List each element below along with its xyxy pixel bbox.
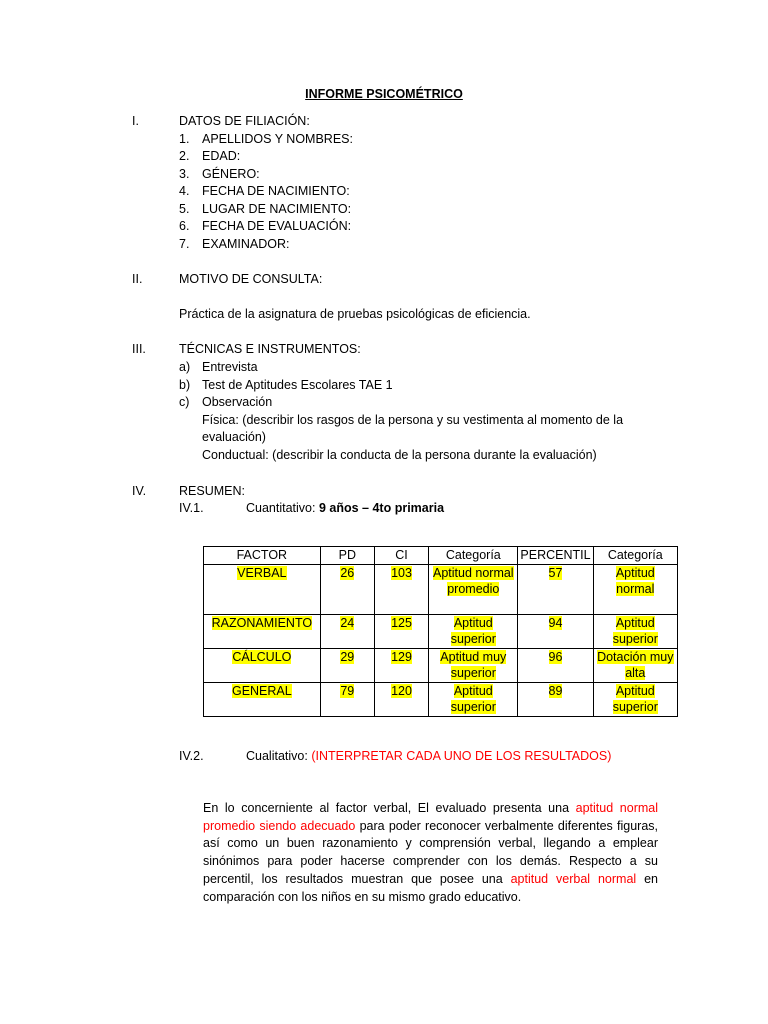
quantitative-value: 9 años – 4to primaria <box>318 501 445 515</box>
ci-cell: 120 <box>391 683 412 698</box>
percentile-category-cell: Aptitud superior <box>612 615 658 646</box>
list-item: FECHA DE EVALUACIÓN: <box>202 219 352 233</box>
results-table <box>203 546 678 717</box>
section-2-heading: MOTIVO DE CONSULTA: <box>179 272 323 286</box>
list-item: Entrevista <box>202 360 258 374</box>
percentile-cell: 57 <box>548 565 563 580</box>
observation-physical-line-2: evaluación) <box>202 430 266 444</box>
pd-cell: 24 <box>340 615 355 630</box>
section-1-number: I. <box>132 114 139 128</box>
observation-physical-line-1: Física: (describir los rasgos de la persona y su vestimenta al momento de la <box>202 413 624 427</box>
table-row <box>204 564 678 614</box>
list-item: LUGAR DE NACIMIENTO: <box>202 202 352 216</box>
interpretation-paragraph <box>203 800 658 906</box>
paragraph-text: en comparación con los niños en su mismo grado educativo. <box>203 871 658 904</box>
percentile-category-cell: Dotación muy alta <box>597 649 674 680</box>
factor-cell: VERBAL <box>237 565 287 580</box>
document-title: INFORME PSICOMÉTRICO <box>305 87 463 101</box>
list-item: Observación <box>202 395 273 409</box>
list-number: 5. <box>179 202 190 216</box>
list-item: EDAD: <box>202 149 241 163</box>
ci-cell: 125 <box>391 615 412 630</box>
list-item: FECHA DE NACIMIENTO: <box>202 184 350 198</box>
paragraph-highlight: aptitud verbal normal <box>510 871 637 886</box>
list-number: 3. <box>179 167 190 181</box>
paragraph-highlight: aptitud normal promedio siendo adecuado <box>203 801 658 833</box>
column-header: Categoría <box>593 547 677 565</box>
section-3-heading: TÉCNICAS E INSTRUMENTOS: <box>179 342 361 356</box>
subsection-4-1-heading <box>246 500 444 518</box>
column-header: CI <box>374 547 428 565</box>
table-header-row <box>204 547 678 565</box>
category-cell: Aptitud normal promedio <box>432 565 514 596</box>
list-number: 6. <box>179 219 190 233</box>
list-number: 4. <box>179 184 190 198</box>
table-row <box>204 648 678 682</box>
subsection-4-2-heading <box>246 748 611 766</box>
pd-cell: 79 <box>340 683 355 698</box>
list-item: GÉNERO: <box>202 167 260 181</box>
list-number: 1. <box>179 132 190 146</box>
list-item: Test de Aptitudes Escolares TAE 1 <box>202 378 393 392</box>
column-header: FACTOR <box>204 547 321 565</box>
ci-cell: 103 <box>391 565 412 580</box>
factor-cell: CÁLCULO <box>232 649 292 664</box>
paragraph-text: En lo concerniente al factor verbal, El evaluado presenta una <box>203 801 576 815</box>
pd-cell: 26 <box>340 565 355 580</box>
factor-cell: RAZONAMIENTO <box>211 615 313 630</box>
qualitative-instruction: (INTERPRETAR CADA UNO DE LOS RESULTADOS) <box>311 749 612 763</box>
section-2-number: II. <box>132 272 143 286</box>
section-1-heading: DATOS DE FILIACIÓN: <box>179 114 310 128</box>
paragraph-text: para poder reconocer verbalmente diferentes figuras, así como un buen razonamiento y comprensión verbal, llegando a emplear sinónimos para poder hacerse comprender con los demás. Respecto a su percentil, los resultados muestran que posee una <box>203 818 658 886</box>
table-row <box>204 682 678 716</box>
list-letter: b) <box>179 378 191 392</box>
list-letter: a) <box>179 360 191 374</box>
observation-behavioral: Conductual: (describir la conducta de la persona durante la evaluación) <box>202 448 597 462</box>
percentile-cell: 96 <box>548 649 563 664</box>
percentile-category-cell: Aptitud superior <box>612 683 658 714</box>
section-4-heading: RESUMEN: <box>179 484 245 498</box>
percentile-category-cell: Aptitud normal <box>615 565 655 596</box>
section-4-number: IV. <box>132 484 147 498</box>
column-header: PERCENTIL <box>518 547 593 565</box>
qualitative-label: Cualitativo: <box>246 749 308 763</box>
list-letter: c) <box>179 395 190 409</box>
percentile-cell: 94 <box>548 615 563 630</box>
subsection-4-2-number: IV.2. <box>179 749 204 763</box>
section-3-number: III. <box>132 342 146 356</box>
list-number: 7. <box>179 237 190 251</box>
pd-cell: 29 <box>340 649 355 664</box>
column-header: PD <box>320 547 374 565</box>
factor-cell: GENERAL <box>231 683 292 698</box>
ci-cell: 129 <box>391 649 412 664</box>
table-row <box>204 614 678 648</box>
list-item: APELLIDOS Y NOMBRES: <box>202 132 353 146</box>
category-cell: Aptitud superior <box>450 615 496 646</box>
category-cell: Aptitud superior <box>450 683 496 714</box>
section-2-text: Práctica de la asignatura de pruebas psicológicas de eficiencia. <box>179 307 531 321</box>
subsection-4-1-number: IV.1. <box>179 501 204 515</box>
category-cell: Aptitud muy superior <box>440 649 507 680</box>
column-header: Categoría <box>429 547 518 565</box>
quantitative-label: Cuantitativo: <box>246 501 316 515</box>
list-number: 2. <box>179 149 190 163</box>
list-item: EXAMINADOR: <box>202 237 290 251</box>
percentile-cell: 89 <box>548 683 563 698</box>
